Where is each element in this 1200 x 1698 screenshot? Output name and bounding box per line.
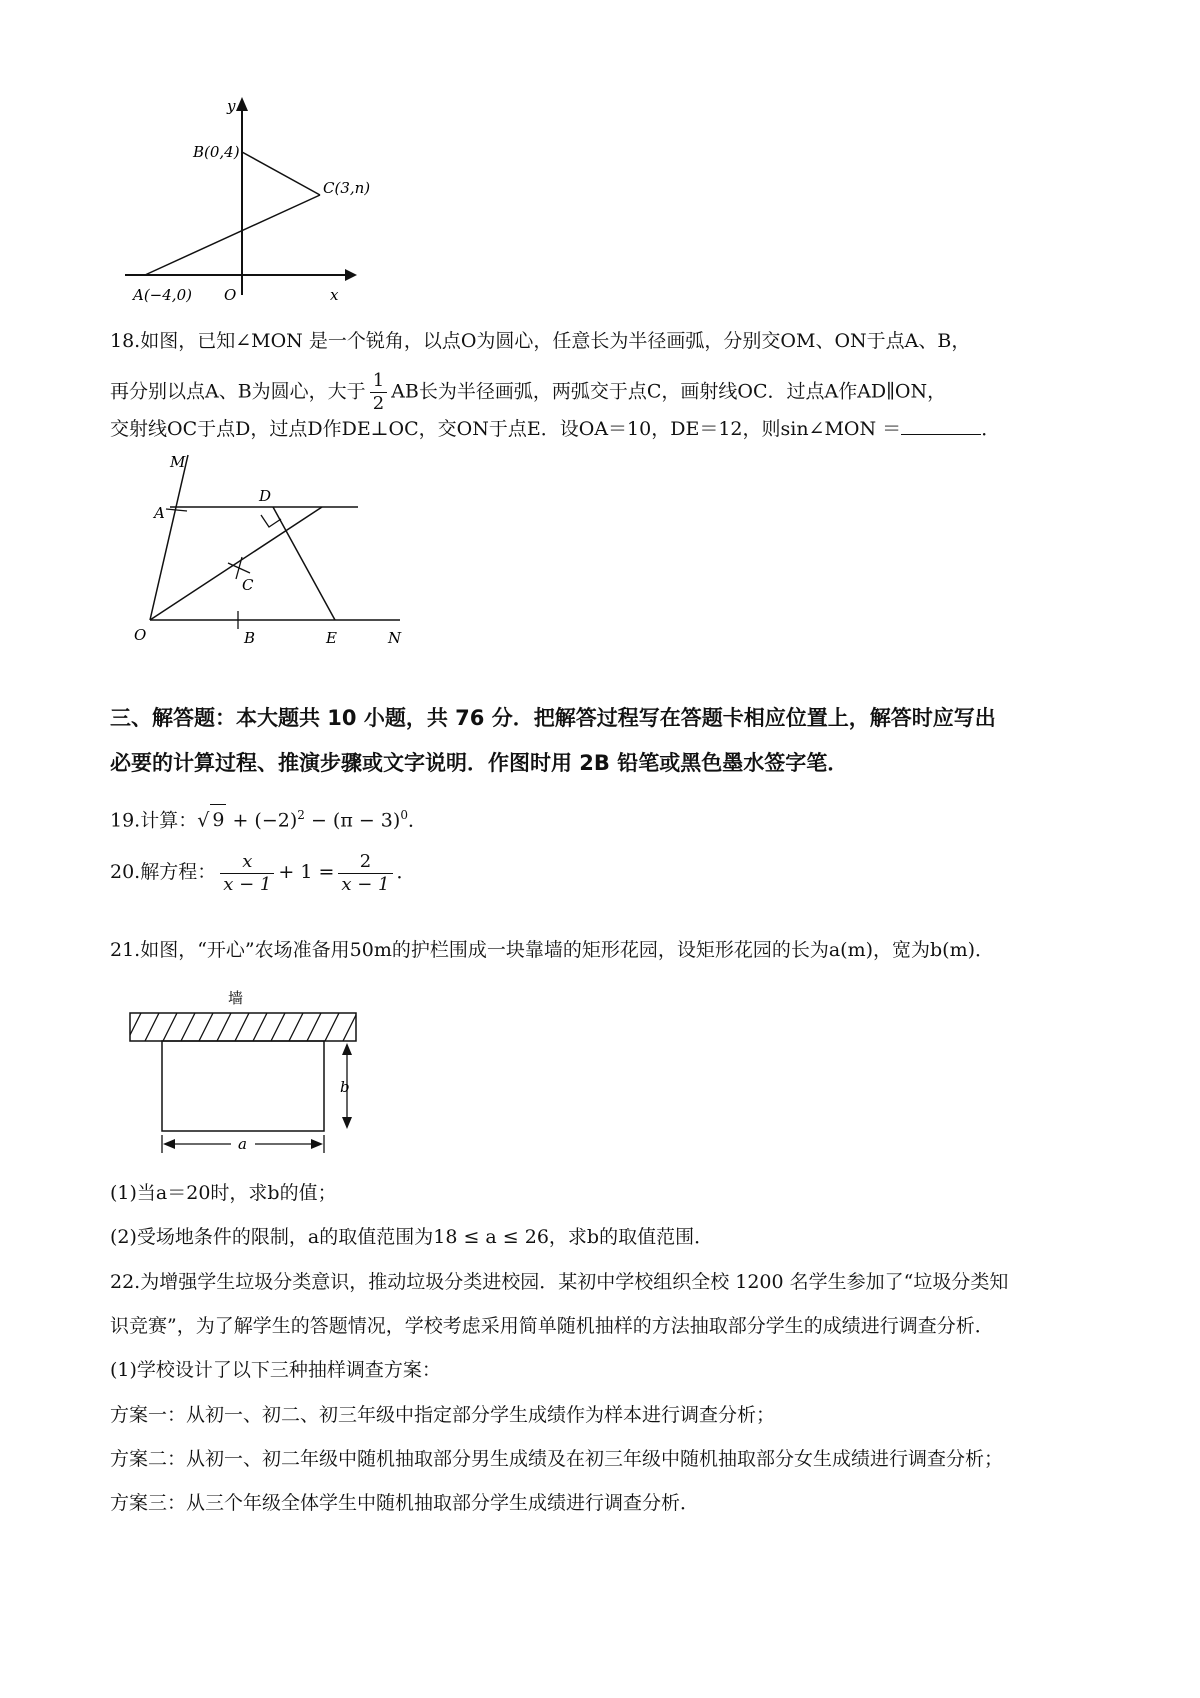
segment-de — [273, 507, 335, 620]
q22-plan-2: 方案二：从初一、初二年级中随机抽取部分男生成绩及在初三年级中随机抽取部分女生成绩进行调查分析； — [110, 1448, 1004, 1470]
fraction-2-denominator: x − 1 — [341, 873, 390, 895]
label-o: O — [134, 626, 147, 644]
q18-line-2 — [110, 370, 1110, 415]
angle-construction-figure — [130, 445, 450, 675]
length-arrow-left — [163, 1139, 175, 1149]
garden-rectangle — [162, 1041, 324, 1131]
label-a: A — [154, 504, 165, 522]
q19-exponent-2: 2 — [297, 808, 305, 822]
section-3-heading-line-2: 必要的计算过程、推演步骤或文字说明．作图时用 2B 铅笔或黑色墨水签字笔． — [110, 751, 849, 775]
label-d: D — [259, 487, 272, 505]
label-b: b — [340, 1078, 350, 1096]
fraction-x-over-x-minus-1 — [220, 851, 274, 896]
wall-label: 墙 — [228, 989, 244, 1007]
q18-line-3 — [110, 414, 1110, 444]
label-b: B — [244, 629, 256, 647]
label-x: x — [330, 286, 339, 304]
q18-line-2-post: AB长为半径画弧，两弧交于点C，画射线OC．过点A作AD∥ON， — [391, 380, 947, 403]
q19-middle: + (−2) — [226, 809, 298, 832]
q22-plan-1: 方案一：从初一、初二、初三年级中指定部分学生成绩作为样本进行调查分析； — [110, 1404, 776, 1426]
q19-line: 19.计算：√ $9 + (-2)^2 - (\pi - 3)^0$． — [110, 800, 1110, 835]
q21-part-1: (1)当a＝20时，求b的值； — [110, 1182, 337, 1204]
q20-mid: + 1 = — [278, 861, 335, 883]
label-c: C — [242, 576, 254, 594]
q18-line-3-text: 交射线OC于点D，过点D作DE⊥OC，交ON于点E．设OA＝10，DE＝12，则sin∠MON ＝ — [110, 418, 902, 440]
fraction-numerator: 1 — [370, 370, 387, 393]
ray-oc — [150, 507, 322, 620]
label-point-c: C(3,n) — [323, 179, 371, 197]
segment-bc — [242, 152, 320, 195]
q19-prefix: 19.计算： — [110, 809, 198, 832]
label-a: a — [238, 1135, 247, 1153]
q18-line-3-end: ． — [981, 418, 1001, 440]
ray-om — [150, 455, 188, 620]
q20-end: ． — [396, 861, 416, 883]
q19-tail: − (π − 3) — [304, 809, 401, 832]
q18-line-1: 18.如图，已知∠MON 是一个锐角，以点O为圆心，任意长为半径画弧，分别交OM、ON于点A、B， — [110, 330, 971, 352]
fraction-1-denominator: x − 1 — [223, 873, 272, 895]
label-point-b: B(0,4) — [193, 143, 240, 161]
garden-figure — [125, 985, 395, 1155]
label-point-a: A(−4,0) — [133, 286, 192, 304]
x-axis-arrow — [345, 269, 357, 281]
q22-line-2: 识竞赛”，为了解学生的答题情况，学校考虑采用简单随机抽样的方法抽取部分学生的成绩进行调查分析． — [110, 1315, 994, 1337]
y-axis-arrow — [236, 97, 248, 111]
q22-plan-3: 方案三：从三个年级全体学生中随机抽取部分学生成绩进行调查分析． — [110, 1492, 700, 1514]
q20-line — [110, 850, 1110, 896]
width-arrow-top — [342, 1043, 352, 1055]
q20-prefix: 20.解方程： — [110, 861, 217, 883]
q21-part-2: (2)受场地条件的限制，a的取值范围为18 ≤ a ≤ 26，求b的取值范围． — [110, 1226, 714, 1248]
q19-end: ． — [407, 809, 427, 832]
fraction-1-numerator: x — [220, 851, 274, 874]
label-o: O — [224, 286, 237, 304]
fraction-half — [370, 370, 387, 415]
label-n: N — [388, 629, 402, 647]
coordinate-figure — [125, 95, 395, 305]
sqrt-argument: 9 — [210, 804, 226, 835]
arc-mark-a — [166, 509, 187, 511]
label-e: E — [326, 629, 337, 647]
answer-blank[interactable] — [901, 414, 981, 435]
q18-line-2-pre: 再分别以点A、B为圆心，大于 — [110, 380, 366, 403]
q19-exponent-0: 0 — [400, 808, 408, 822]
fraction-2-over-x-minus-1 — [338, 851, 392, 896]
fraction-denominator: 2 — [372, 393, 385, 414]
label-y: y — [227, 97, 236, 115]
fraction-2-numerator: 2 — [338, 851, 392, 874]
section-3-heading-line-1: 三、解答题：本大题共 10 小题，共 76 分．把解答过程写在答题卡相应位置上，解答时应写出 — [110, 706, 996, 730]
q22-line-1: 22.为增强学生垃圾分类意识，推动垃圾分类进校园．某初中学校组织全校 1200 名学生参加了“垃圾分类知 — [110, 1271, 1009, 1293]
segment-ab — [145, 195, 320, 275]
q21-line-1: 21.如图，“开心”农场准备用50m的护栏围成一块靠墙的矩形花园，设矩形花园的长为a(m)，宽为b(m)． — [110, 939, 995, 961]
label-m: M — [170, 453, 186, 471]
length-arrow-right — [311, 1139, 323, 1149]
width-arrow-bottom — [342, 1117, 352, 1129]
q22-part-1: (1)学校设计了以下三种抽样调查方案： — [110, 1359, 441, 1381]
wall — [130, 1013, 356, 1041]
